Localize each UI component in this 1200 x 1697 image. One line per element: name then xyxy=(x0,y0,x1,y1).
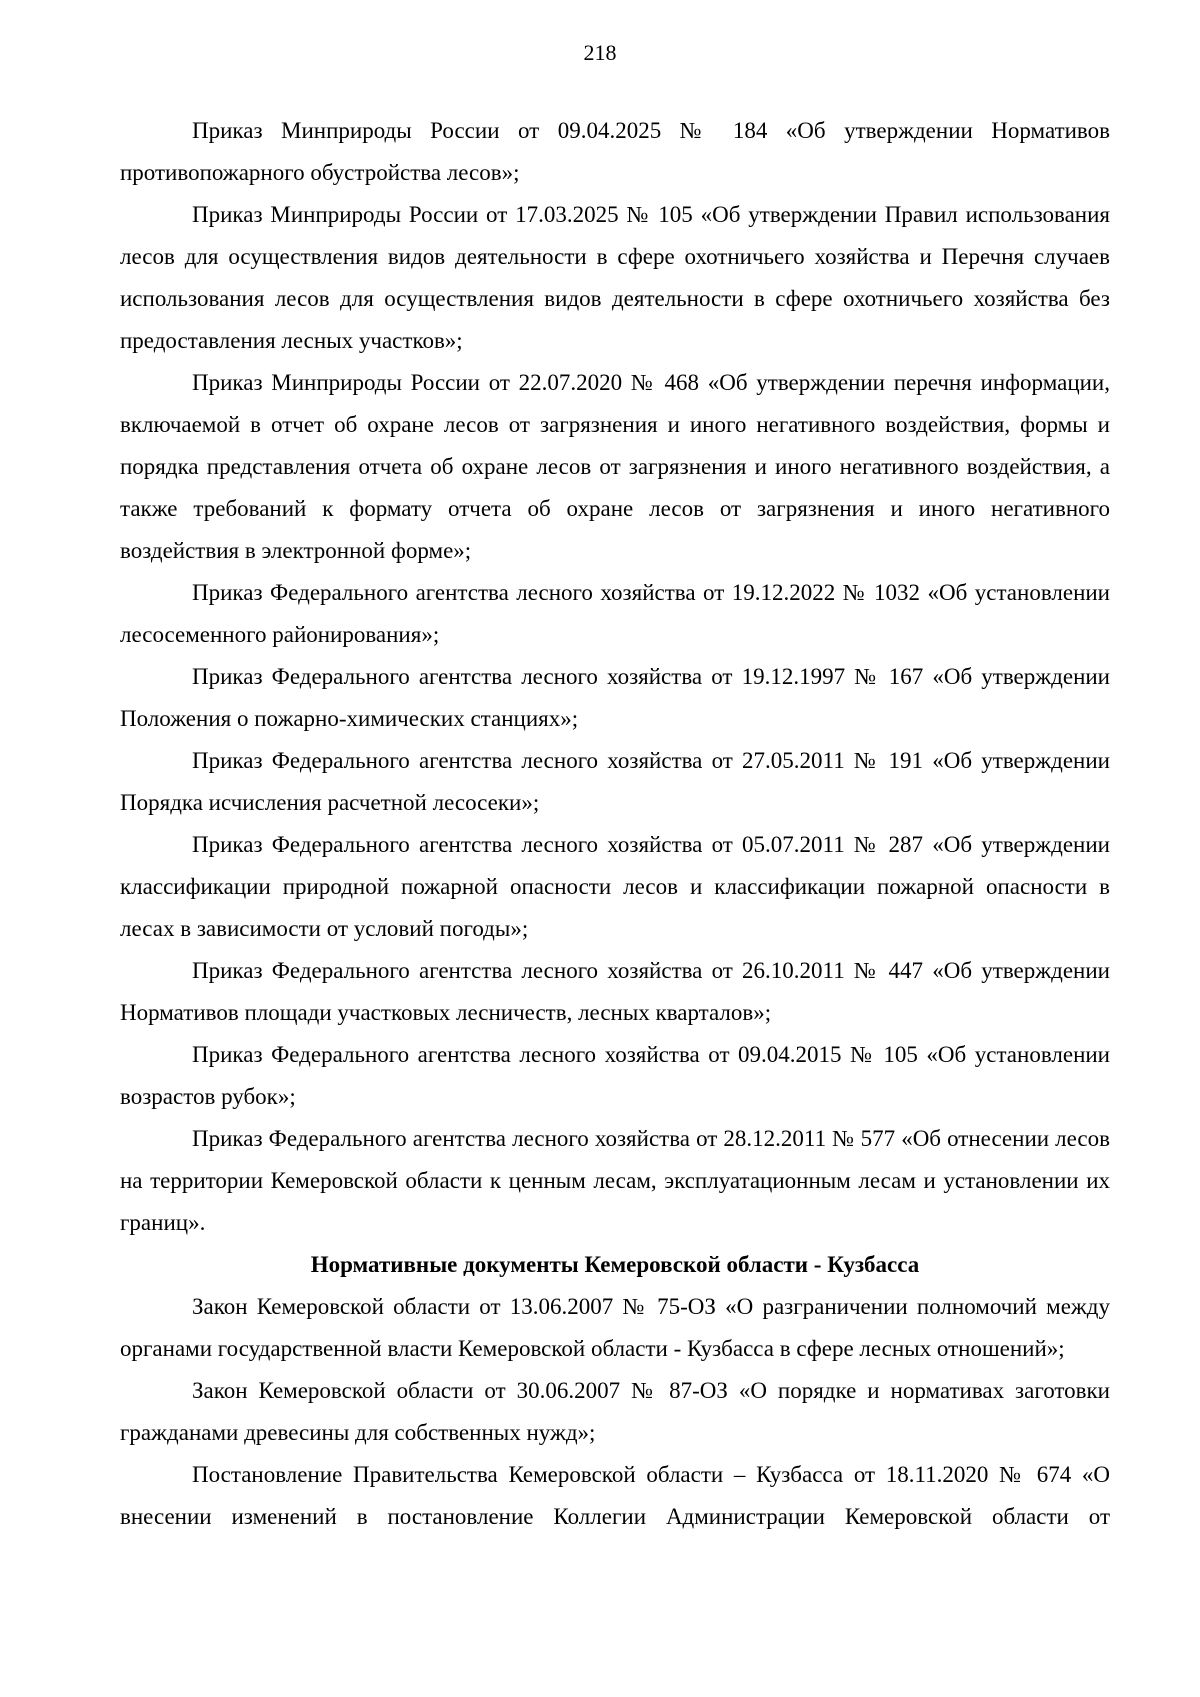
paragraph: Приказ Федерального агентства лесного хозяйства от 09.04.2015 № 105 «Об установлении возрастов рубок»; xyxy=(120,1042,1110,1109)
paragraph: Закон Кемеровской области от 30.06.2007 № 87-ОЗ «О порядке и нормативах заготовки гражданами древесины для собственных нужд»; xyxy=(120,1378,1110,1445)
paragraph-continued: Постановление Правительства Кемеровской области – Кузбасса от 18.11.2020 № 674 «О внесении изменений в постановление Коллегии Администрации Кемеровской области от xyxy=(120,1462,1110,1529)
paragraph: Приказ Федерального агентства лесного хозяйства от 19.12.1997 № 167 «Об утверждении Положения о пожарно-химических станциях»; xyxy=(120,664,1110,731)
document-body xyxy=(120,110,1110,1538)
page-number: 218 xyxy=(583,40,617,65)
paragraph: Приказ Федерального агентства лесного хозяйства от 28.12.2011 № 577 «Об отнесении лесов на территории Кемеровской области к ценным лесам, эксплуатационным лесам и установлении их границ». xyxy=(120,1126,1110,1235)
paragraph: Приказ Федерального агентства лесного хозяйства от 19.12.2022 № 1032 «Об установлении лесосеменного районирования»; xyxy=(120,580,1110,647)
paragraph: Приказ Федерального агентства лесного хозяйства от 26.10.2011 № 447 «Об утверждении Нормативов площади участковых лесничеств, лесных кварталов»; xyxy=(120,958,1110,1025)
paragraph: Приказ Минприроды России от 17.03.2025 № 105 «Об утверждении Правил использования лесов для осуществления видов деятельности в сфере охотничьего хозяйства и Перечня случаев использования лесов для осуществления видов деятельности в сфере охотничьего хозяйства без предоставления лесных участков»; xyxy=(120,202,1110,353)
paragraph: Приказ Минприроды России от 09.04.2025 № 184 «Об утверждении Нормативов противопожарного обустройства лесов»; xyxy=(120,118,1110,185)
paragraph: Приказ Федерального агентства лесного хозяйства от 05.07.2011 № 287 «Об утверждении классификации природной пожарной опасности лесов и классификации пожарной опасности в лесах в зависимости от условий погоды»; xyxy=(120,832,1110,941)
paragraph: Приказ Федерального агентства лесного хозяйства от 27.05.2011 № 191 «Об утверждении Порядка исчисления расчетной лесосеки»; xyxy=(120,748,1110,815)
paragraph: Приказ Минприроды России от 22.07.2020 № 468 «Об утверждении перечня информации, включаемой в отчет об охране лесов от загрязнения и иного негативного воздействия, формы и порядка представления отчета об охране лесов от загрязнения и иного негативного воздействия, а также требований к формату отчета об охране лесов от загрязнения и иного негативного воздействия в электронной форме»; xyxy=(120,370,1110,563)
paragraph: Закон Кемеровской области от 13.06.2007 № 75-ОЗ «О разграничении полномочий между органами государственной власти Кемеровской области - Кузбасса в сфере лесных отношений»; xyxy=(120,1294,1110,1361)
section-heading: Нормативные документы Кемеровской области - Кузбасса xyxy=(310,1252,920,1277)
